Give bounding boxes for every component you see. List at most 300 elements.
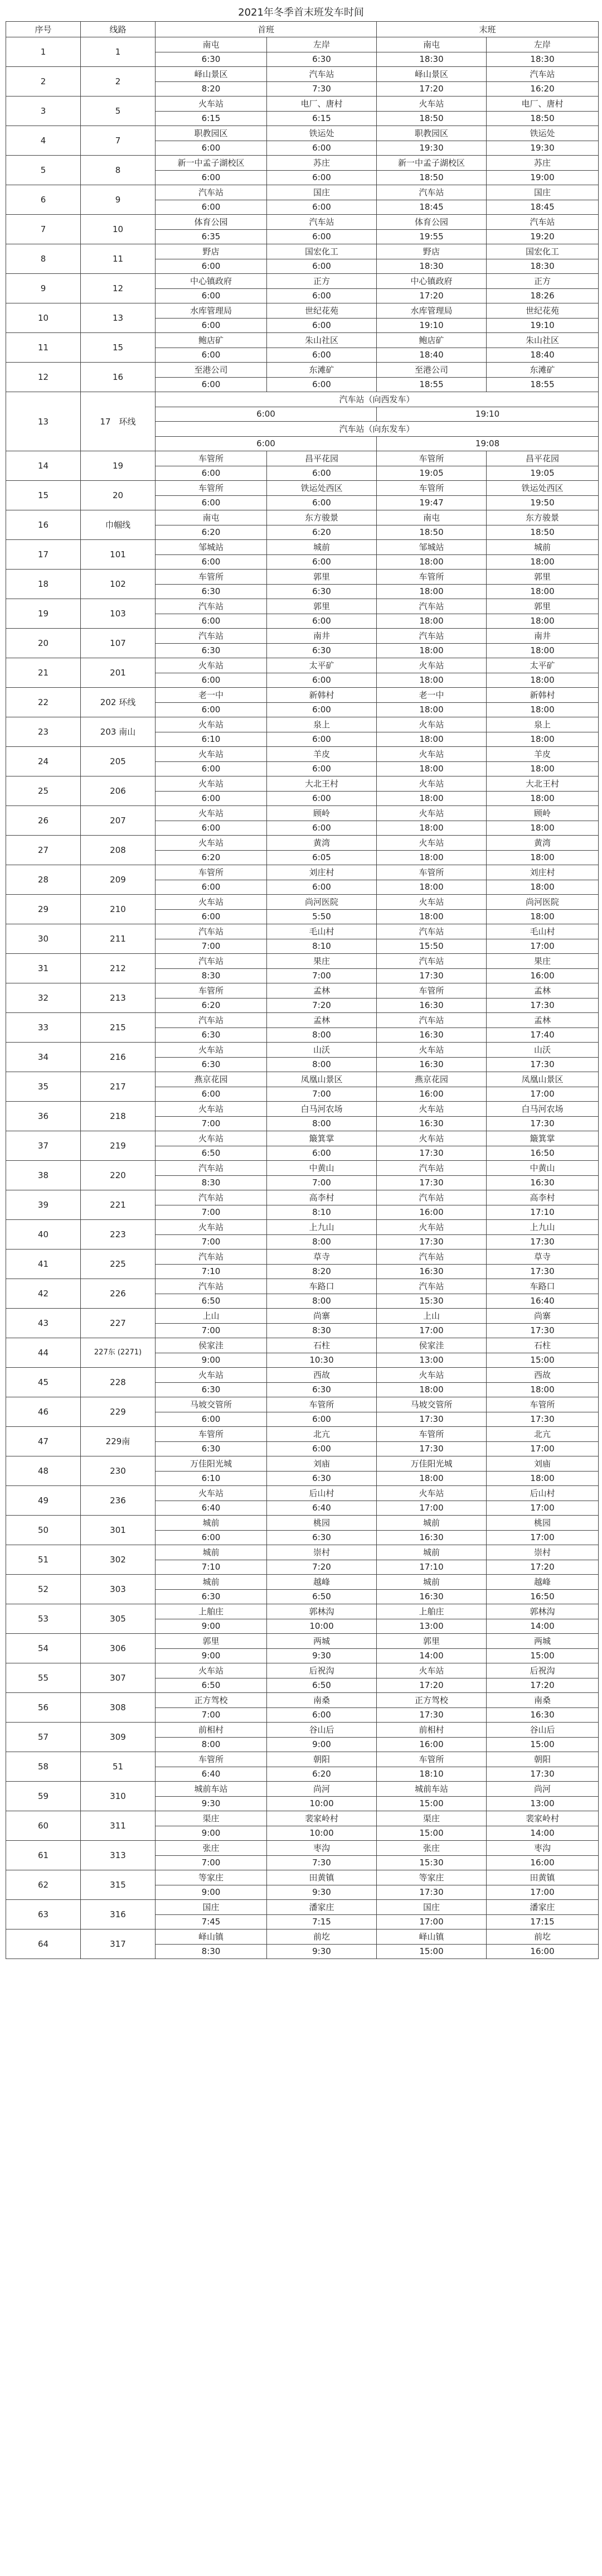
first-bus-terminal-stop: 桃园: [267, 1516, 377, 1531]
last-bus-terminal-stop: 孟林: [487, 983, 599, 998]
last-bus-terminal-stop: 尚河医院: [487, 895, 599, 910]
first-bus-origin-time: 7:00: [156, 1855, 267, 1870]
last-bus-terminal-stop: 大北王村: [487, 776, 599, 792]
first-bus-origin-stop: 中心镇政府: [156, 274, 267, 289]
first-bus-origin-time: 9:00: [156, 1826, 267, 1841]
route-number-cell: 219: [81, 1131, 156, 1161]
last-bus-origin-time: 19:55: [377, 229, 487, 244]
route-number-cell: 229南: [81, 1427, 156, 1456]
first-bus-origin-stop: 车管所: [156, 451, 267, 466]
table-row: [6, 599, 599, 614]
route-number-cell: 103: [81, 599, 156, 629]
first-bus-terminal-time: 6:00: [267, 200, 377, 215]
first-bus-terminal-time: 6:00: [267, 821, 377, 836]
route-number-cell: 305: [81, 1604, 156, 1634]
last-bus-origin-stop: 汽车站: [377, 1279, 487, 1294]
route-index-cell: 2: [6, 67, 81, 97]
first-bus-origin-stop: 万佳阳光城: [156, 1456, 267, 1472]
route-index-cell: 59: [6, 1782, 81, 1811]
first-bus-origin-time: 6:20: [156, 850, 267, 865]
first-bus-origin-stop: 峄山景区: [156, 67, 267, 82]
route-index-cell: 31: [6, 954, 81, 983]
last-bus-origin-time: 18:00: [377, 732, 487, 747]
last-bus-terminal-time: 18:30: [487, 259, 599, 274]
first-bus-origin-stop: 马坡交管所: [156, 1397, 267, 1412]
last-bus-terminal-time: 18:00: [487, 643, 599, 658]
first-bus-origin-time: 6:40: [156, 1501, 267, 1516]
first-bus-origin-stop: 国庄: [156, 1900, 267, 1915]
last-bus-origin-time: 18:50: [377, 170, 487, 185]
last-bus-terminal-stop: 上九山: [487, 1220, 599, 1235]
first-bus-origin-stop: 汽车站: [156, 924, 267, 939]
route-number-cell: 10: [81, 215, 156, 244]
last-bus-terminal-stop: 越峰: [487, 1575, 599, 1590]
last-bus-terminal-stop: 国庄: [487, 185, 599, 200]
route-number-cell: 313: [81, 1841, 156, 1870]
first-bus-terminal-time: 9:30: [267, 1885, 377, 1900]
last-bus-origin-time: 18:00: [377, 702, 487, 717]
last-bus-terminal-stop: 裴家岭村: [487, 1811, 599, 1826]
route-index-cell: 4: [6, 126, 81, 156]
first-bus-terminal-stop: 山沃: [267, 1043, 377, 1058]
loop-east-first-time: 6:00: [156, 436, 377, 451]
table-row: [6, 747, 599, 762]
last-bus-terminal-stop: 车管所: [487, 1397, 599, 1412]
last-bus-origin-stop: 汽车站: [377, 599, 487, 614]
last-bus-origin-stop: 车管所: [377, 983, 487, 998]
table-row: [6, 481, 599, 496]
first-bus-origin-time: 6:00: [156, 554, 267, 570]
loop-east-direction-label: 汽车站（向东发车）: [156, 422, 599, 437]
first-bus-terminal-time: 6:40: [267, 1501, 377, 1516]
first-bus-terminal-time: 6:00: [267, 761, 377, 776]
route-index-cell: 32: [6, 983, 81, 1013]
last-bus-terminal-time: 19:50: [487, 495, 599, 510]
last-bus-origin-stop: 汽车站: [377, 629, 487, 644]
table-row: [6, 1723, 599, 1738]
last-bus-origin-time: 17:30: [377, 1707, 487, 1723]
first-bus-origin-time: 7:10: [156, 1560, 267, 1575]
first-bus-origin-stop: 火车站: [156, 747, 267, 762]
last-bus-terminal-time: 13:00: [487, 1796, 599, 1811]
last-bus-origin-stop: 火车站: [377, 1663, 487, 1678]
table-row: [6, 1693, 599, 1708]
last-bus-terminal-time: 17:00: [487, 939, 599, 954]
last-bus-origin-time: 18:50: [377, 525, 487, 540]
first-bus-origin-time: 6:30: [156, 52, 267, 67]
last-bus-terminal-stop: 车路口: [487, 1279, 599, 1294]
first-bus-origin-stop: 汽车站: [156, 1161, 267, 1176]
route-number-cell: 317: [81, 1929, 156, 1959]
first-bus-origin-stop: 火车站: [156, 806, 267, 821]
first-bus-origin-time: 7:00: [156, 1323, 267, 1338]
last-bus-origin-stop: 张庄: [377, 1841, 487, 1856]
last-bus-origin-stop: 国庄: [377, 1900, 487, 1915]
first-bus-origin-time: 6:10: [156, 1471, 267, 1486]
last-bus-origin-stop: 汽车站: [377, 924, 487, 939]
table-row: [6, 1102, 599, 1117]
first-bus-origin-stop: 火车站: [156, 97, 267, 112]
first-bus-origin-stop: 火车站: [156, 658, 267, 673]
last-bus-origin-time: 18:40: [377, 348, 487, 363]
last-bus-origin-time: 17:30: [377, 1412, 487, 1427]
last-bus-terminal-stop: 苏庄: [487, 156, 599, 171]
table-row: [6, 1811, 599, 1826]
route-index-cell: 10: [6, 303, 81, 333]
first-bus-terminal-stop: 孟林: [267, 1013, 377, 1028]
last-bus-origin-stop: 等家庄: [377, 1870, 487, 1885]
route-number-cell: 213: [81, 983, 156, 1013]
route-number-cell: 311: [81, 1811, 156, 1841]
first-bus-origin-time: 6:00: [156, 1412, 267, 1427]
first-bus-terminal-stop: 刘庙: [267, 1456, 377, 1472]
route-index-cell: 22: [6, 688, 81, 717]
last-bus-origin-stop: 火车站: [377, 97, 487, 112]
route-number-cell: 205: [81, 747, 156, 776]
last-bus-origin-stop: 车管所: [377, 1752, 487, 1767]
last-bus-origin-time: 17:00: [377, 1501, 487, 1516]
first-bus-origin-stop: 汽车站: [156, 1279, 267, 1294]
route-number-cell: 227: [81, 1309, 156, 1338]
route-index-cell: 24: [6, 747, 81, 776]
route-index-cell: 20: [6, 629, 81, 658]
first-bus-terminal-time: 9:00: [267, 1737, 377, 1752]
last-bus-origin-stop: 南屯: [377, 37, 487, 52]
table-row: [6, 658, 599, 673]
first-bus-terminal-stop: 前圪: [267, 1929, 377, 1945]
first-bus-terminal-stop: 太平矿: [267, 658, 377, 673]
table-row: [6, 570, 599, 585]
last-bus-terminal-time: 16:50: [487, 1589, 599, 1604]
first-bus-origin-time: 6:00: [156, 288, 267, 303]
last-bus-terminal-stop: 后山村: [487, 1486, 599, 1501]
first-bus-origin-stop: 城前: [156, 1575, 267, 1590]
first-bus-terminal-time: 6:30: [267, 1471, 377, 1486]
table-row: [6, 126, 599, 141]
table-row: [6, 1220, 599, 1235]
first-bus-terminal-stop: 南井: [267, 629, 377, 644]
last-bus-origin-time: 16:00: [377, 1737, 487, 1752]
first-bus-origin-stop: 职教园区: [156, 126, 267, 141]
last-bus-terminal-time: 18:26: [487, 288, 599, 303]
first-bus-origin-stop: 老一中: [156, 688, 267, 703]
last-bus-terminal-time: 18:00: [487, 880, 599, 895]
route-index-cell: 44: [6, 1338, 81, 1368]
first-bus-origin-stop: 车管所: [156, 481, 267, 496]
route-index-cell: 47: [6, 1427, 81, 1456]
last-bus-origin-time: 17:30: [377, 1175, 487, 1190]
first-bus-terminal-stop: 刘庄村: [267, 865, 377, 880]
last-bus-terminal-time: 18:50: [487, 525, 599, 540]
route-index-cell: 28: [6, 865, 81, 895]
last-bus-origin-stop: 万佳阳光城: [377, 1456, 487, 1472]
last-bus-terminal-stop: 汽车站: [487, 215, 599, 230]
last-bus-origin-stop: 火车站: [377, 776, 487, 792]
last-bus-terminal-stop: 国宏化工: [487, 244, 599, 259]
first-bus-origin-stop: 汽车站: [156, 599, 267, 614]
table-row: [6, 1486, 599, 1501]
last-bus-terminal-time: 18:00: [487, 614, 599, 629]
last-bus-origin-stop: 上山: [377, 1309, 487, 1324]
route-number-cell: 310: [81, 1782, 156, 1811]
route-number-cell: 8: [81, 156, 156, 185]
route-number-cell: 207: [81, 806, 156, 836]
last-bus-origin-time: 18:00: [377, 584, 487, 599]
route-index-cell: 40: [6, 1220, 81, 1250]
last-bus-origin-stop: 老一中: [377, 688, 487, 703]
first-bus-origin-time: 9:30: [156, 1796, 267, 1811]
table-row: [6, 954, 599, 969]
first-bus-origin-time: 6:30: [156, 1441, 267, 1456]
first-bus-origin-stop: 燕京花园: [156, 1072, 267, 1087]
last-bus-terminal-stop: 左岸: [487, 37, 599, 52]
first-bus-origin-time: 7:00: [156, 1707, 267, 1723]
table-row: [6, 244, 599, 259]
last-bus-origin-stop: 火车站: [377, 1486, 487, 1501]
first-bus-terminal-stop: 铁运处西区: [267, 481, 377, 496]
route-number-cell: 7: [81, 126, 156, 156]
last-bus-terminal-time: 17:00: [487, 1087, 599, 1102]
table-row: [6, 806, 599, 821]
last-bus-terminal-stop: 泉上: [487, 717, 599, 732]
route-index-cell: 51: [6, 1545, 81, 1575]
last-bus-origin-time: 14:00: [377, 1648, 487, 1663]
table-row: [6, 1782, 599, 1797]
table-row: [6, 1397, 599, 1412]
first-bus-terminal-stop: 南桑: [267, 1693, 377, 1708]
table-row: [6, 836, 599, 851]
last-bus-terminal-stop: 簸箕掌: [487, 1131, 599, 1146]
last-bus-origin-time: 19:30: [377, 141, 487, 156]
route-number-cell: 301: [81, 1516, 156, 1545]
route-number-cell: 13: [81, 303, 156, 333]
first-bus-terminal-stop: 朱山社区: [267, 333, 377, 348]
last-bus-origin-stop: 职教园区: [377, 126, 487, 141]
table-row: [6, 1338, 599, 1353]
last-bus-terminal-stop: 潘家庄: [487, 1900, 599, 1915]
first-bus-origin-stop: 张庄: [156, 1841, 267, 1856]
last-bus-terminal-stop: 刘庙: [487, 1456, 599, 1472]
last-bus-terminal-time: 18:55: [487, 377, 599, 392]
last-bus-origin-time: 17:00: [377, 1323, 487, 1338]
first-bus-origin-stop: 前相村: [156, 1723, 267, 1738]
last-bus-origin-time: 16:30: [377, 1027, 487, 1043]
first-bus-terminal-stop: 北亢: [267, 1427, 377, 1442]
first-bus-origin-time: 8:30: [156, 1944, 267, 1959]
route-number-cell: 101: [81, 540, 156, 570]
first-bus-origin-time: 6:20: [156, 525, 267, 540]
last-bus-origin-stop: 汽车站: [377, 954, 487, 969]
first-bus-terminal-stop: 越峰: [267, 1575, 377, 1590]
table-row: [6, 1752, 599, 1767]
last-bus-terminal-time: 17:00: [487, 1530, 599, 1545]
first-bus-origin-time: 6:00: [156, 614, 267, 629]
first-bus-terminal-stop: 苏庄: [267, 156, 377, 171]
route-number-cell: 226: [81, 1279, 156, 1309]
table-row: [6, 1575, 599, 1590]
first-bus-terminal-stop: 新韩村: [267, 688, 377, 703]
route-index-cell: 9: [6, 274, 81, 303]
route-number-cell: 211: [81, 924, 156, 954]
last-bus-origin-stop: 汽车站: [377, 1250, 487, 1265]
first-bus-origin-time: 6:50: [156, 1146, 267, 1161]
last-bus-terminal-time: 17:20: [487, 1678, 599, 1693]
last-bus-origin-time: 17:20: [377, 81, 487, 97]
last-bus-terminal-stop: 郭林沟: [487, 1604, 599, 1619]
first-bus-origin-time: 9:00: [156, 1619, 267, 1634]
first-bus-origin-stop: 火车站: [156, 717, 267, 732]
first-bus-origin-stop: 水库管理局: [156, 303, 267, 319]
first-bus-origin-time: 7:00: [156, 1234, 267, 1250]
first-bus-origin-time: 7:45: [156, 1914, 267, 1929]
last-bus-origin-time: 15:00: [377, 1826, 487, 1841]
route-number-cell: 217: [81, 1072, 156, 1102]
first-bus-terminal-time: 6:00: [267, 288, 377, 303]
route-index-cell: 19: [6, 599, 81, 629]
first-bus-origin-time: 6:00: [156, 170, 267, 185]
first-bus-origin-time: 6:15: [156, 111, 267, 126]
first-bus-origin-time: 6:00: [156, 880, 267, 895]
first-bus-terminal-stop: 后山村: [267, 1486, 377, 1501]
table-row: [6, 1279, 599, 1294]
route-number-cell: 307: [81, 1663, 156, 1693]
table-row: [6, 688, 599, 703]
route-index-cell: 23: [6, 717, 81, 747]
first-bus-terminal-stop: 大北王村: [267, 776, 377, 792]
table-row: [6, 629, 599, 644]
first-bus-terminal-time: 6:05: [267, 850, 377, 865]
first-bus-origin-stop: 新一中孟子湖校区: [156, 156, 267, 171]
last-bus-origin-time: 18:45: [377, 200, 487, 215]
first-bus-terminal-stop: 车管所: [267, 1397, 377, 1412]
last-bus-origin-time: 18:10: [377, 1767, 487, 1782]
table-row: [6, 1161, 599, 1176]
last-bus-origin-time: 13:00: [377, 1353, 487, 1368]
table-row: [6, 1929, 599, 1945]
route-index-cell: 53: [6, 1604, 81, 1634]
first-bus-origin-stop: 火车站: [156, 776, 267, 792]
last-bus-origin-time: 17:30: [377, 968, 487, 983]
last-bus-origin-stop: 汽车站: [377, 1013, 487, 1028]
first-bus-origin-stop: 正方驾校: [156, 1693, 267, 1708]
first-bus-origin-stop: 侯家洼: [156, 1338, 267, 1353]
table-row: [6, 392, 599, 407]
route-index-cell: 64: [6, 1929, 81, 1959]
last-bus-origin-stop: 车管所: [377, 1427, 487, 1442]
last-bus-origin-stop: 火车站: [377, 1368, 487, 1383]
last-bus-terminal-time: 18:50: [487, 111, 599, 126]
last-bus-terminal-time: 18:40: [487, 348, 599, 363]
route-index-cell: 29: [6, 895, 81, 924]
first-bus-terminal-stop: 电厂、唐村: [267, 97, 377, 112]
last-bus-origin-stop: 水库管理局: [377, 303, 487, 319]
first-bus-terminal-stop: 两城: [267, 1634, 377, 1649]
first-bus-terminal-stop: 草寺: [267, 1250, 377, 1265]
last-bus-terminal-stop: 果庄: [487, 954, 599, 969]
first-bus-terminal-time: 6:00: [267, 229, 377, 244]
last-bus-origin-stop: 车管所: [377, 481, 487, 496]
route-index-cell: 57: [6, 1723, 81, 1752]
last-bus-terminal-time: 14:00: [487, 1826, 599, 1841]
last-bus-origin-time: 15:50: [377, 939, 487, 954]
first-bus-terminal-stop: 城前: [267, 540, 377, 555]
last-bus-origin-time: 17:00: [377, 1914, 487, 1929]
first-bus-terminal-time: 6:00: [267, 1412, 377, 1427]
first-bus-terminal-time: 8:20: [267, 1264, 377, 1279]
first-bus-origin-time: 6:30: [156, 1382, 267, 1397]
first-bus-terminal-time: 7:00: [267, 1087, 377, 1102]
last-bus-origin-stop: 侯家洼: [377, 1338, 487, 1353]
first-bus-terminal-time: 8:10: [267, 1205, 377, 1220]
first-bus-origin-time: 9:00: [156, 1353, 267, 1368]
route-number-cell: 102: [81, 570, 156, 599]
first-bus-origin-time: 6:30: [156, 1027, 267, 1043]
first-bus-terminal-time: 6:00: [267, 1441, 377, 1456]
route-index-cell: 12: [6, 363, 81, 392]
first-bus-terminal-time: 6:30: [267, 1530, 377, 1545]
last-bus-origin-stop: 车管所: [377, 865, 487, 880]
table-row: [6, 1841, 599, 1856]
first-bus-origin-stop: 火车站: [156, 1368, 267, 1383]
route-number-cell: 203 南山: [81, 717, 156, 747]
last-bus-origin-time: 13:00: [377, 1619, 487, 1634]
table-row: [6, 363, 599, 378]
table-row: [6, 1190, 599, 1205]
first-bus-terminal-time: 7:15: [267, 1914, 377, 1929]
first-bus-terminal-time: 6:30: [267, 643, 377, 658]
last-bus-origin-time: 18:00: [377, 614, 487, 629]
first-bus-origin-time: 6:50: [156, 1678, 267, 1693]
last-bus-terminal-time: 18:00: [487, 584, 599, 599]
route-index-cell: 38: [6, 1161, 81, 1190]
first-bus-origin-stop: 汽车站: [156, 1190, 267, 1205]
last-bus-terminal-stop: 羊皮: [487, 747, 599, 762]
first-bus-origin-time: 6:00: [156, 673, 267, 688]
route-number-cell: 306: [81, 1634, 156, 1663]
route-index-cell: 58: [6, 1752, 81, 1782]
route-number-cell: 206: [81, 776, 156, 806]
first-bus-terminal-stop: 世纪花苑: [267, 303, 377, 319]
first-bus-terminal-stop: 羊皮: [267, 747, 377, 762]
first-bus-origin-stop: 野店: [156, 244, 267, 259]
first-bus-origin-time: 6:35: [156, 229, 267, 244]
last-bus-origin-stop: 火车站: [377, 717, 487, 732]
last-bus-terminal-stop: 毛山村: [487, 924, 599, 939]
route-index-cell: 13: [6, 392, 81, 451]
last-bus-terminal-time: 17:30: [487, 1264, 599, 1279]
header-index: 序号: [6, 22, 81, 37]
first-bus-origin-time: 6:00: [156, 495, 267, 510]
route-number-cell: 210: [81, 895, 156, 924]
table-row: [6, 67, 599, 82]
last-bus-terminal-stop: 桃园: [487, 1516, 599, 1531]
first-bus-origin-stop: 南屯: [156, 37, 267, 52]
last-bus-terminal-stop: 电厂、唐村: [487, 97, 599, 112]
table-row: [6, 540, 599, 555]
table-row: [6, 97, 599, 112]
last-bus-origin-time: 16:30: [377, 1589, 487, 1604]
last-bus-origin-time: 16:30: [377, 1530, 487, 1545]
last-bus-origin-stop: 火车站: [377, 1131, 487, 1146]
last-bus-origin-stop: 火车站: [377, 836, 487, 851]
last-bus-terminal-stop: 刘庄村: [487, 865, 599, 880]
header-route: 线路: [81, 22, 156, 37]
last-bus-terminal-stop: 白马河农场: [487, 1102, 599, 1117]
last-bus-terminal-time: 17:30: [487, 998, 599, 1013]
first-bus-origin-stop: 火车站: [156, 1043, 267, 1058]
last-bus-terminal-stop: 昌平花园: [487, 451, 599, 466]
first-bus-origin-time: 9:00: [156, 1648, 267, 1663]
